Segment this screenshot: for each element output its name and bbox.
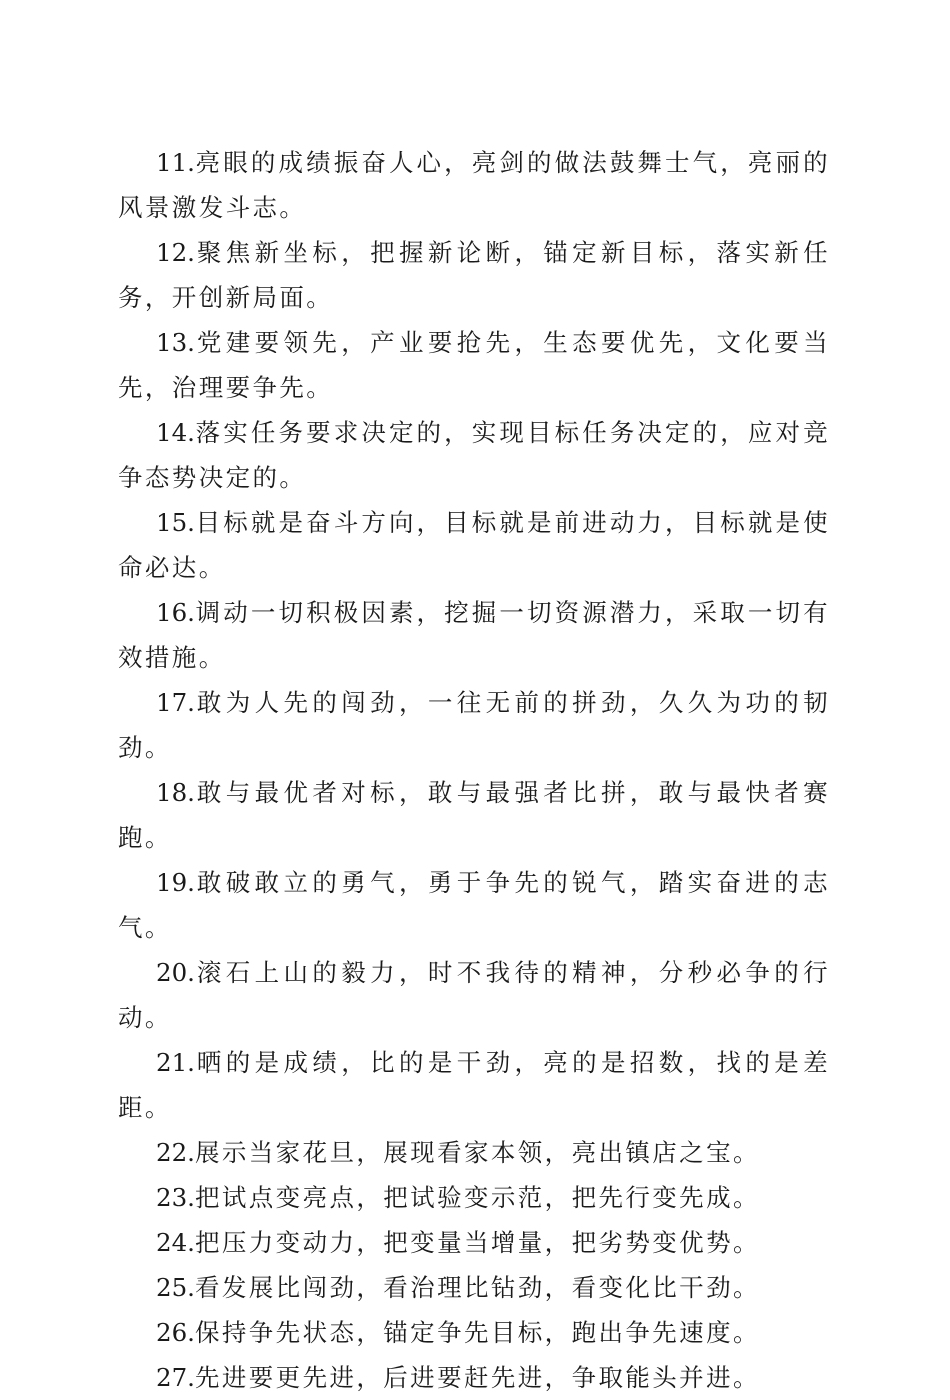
item-text: 目标就是奋斗方向，目标就是前进动力，目标就是使命必达。 bbox=[118, 508, 830, 582]
list-item bbox=[118, 500, 830, 590]
item-text: 落实任务要求决定的，实现目标任务决定的，应对竞争态势决定的。 bbox=[118, 418, 830, 492]
item-text: 调动一切积极因素，挖掘一切资源潜力，采取一切有效措施。 bbox=[118, 598, 830, 672]
item-text: 滚石上山的毅力，时不我待的精神，分秒必争的行动。 bbox=[118, 958, 830, 1032]
item-number: 14. bbox=[156, 418, 195, 447]
list-item bbox=[118, 1220, 830, 1265]
item-text: 看发展比闯劲，看治理比钻劲，看变化比干劲。 bbox=[194, 1273, 760, 1302]
item-number: 18. bbox=[156, 778, 195, 807]
item-number: 27. bbox=[156, 1363, 195, 1392]
item-number: 15. bbox=[156, 508, 195, 537]
list-item bbox=[118, 1130, 830, 1175]
item-number: 21. bbox=[156, 1048, 195, 1077]
item-text: 亮眼的成绩振奋人心，亮剑的做法鼓舞士气，亮丽的风景激发斗志。 bbox=[118, 148, 830, 222]
item-number: 20. bbox=[156, 958, 195, 987]
list-item bbox=[118, 770, 830, 860]
item-number: 24. bbox=[156, 1228, 195, 1257]
list-item bbox=[118, 230, 830, 320]
item-number: 25. bbox=[156, 1273, 195, 1302]
item-number: 16. bbox=[156, 598, 195, 627]
list-item bbox=[118, 410, 830, 500]
document-body bbox=[118, 140, 830, 1400]
list-item bbox=[118, 1310, 830, 1355]
list-item bbox=[118, 1175, 830, 1220]
list-item bbox=[118, 680, 830, 770]
list-item bbox=[118, 1040, 830, 1130]
item-text: 敢与最优者对标，敢与最强者比拼，敢与最快者赛跑。 bbox=[118, 778, 830, 852]
list-item bbox=[118, 320, 830, 410]
item-text: 党建要领先，产业要抢先，生态要优先，文化要当先，治理要争先。 bbox=[118, 328, 830, 402]
list-item bbox=[118, 590, 830, 680]
item-number: 23. bbox=[156, 1183, 195, 1212]
item-text: 晒的是成绩，比的是干劲，亮的是招数，找的是差距。 bbox=[118, 1048, 830, 1122]
item-number: 12. bbox=[156, 238, 195, 267]
list-item bbox=[118, 1355, 830, 1400]
item-number: 17. bbox=[156, 688, 195, 717]
item-text: 敢为人先的闯劲，一往无前的拼劲，久久为功的韧劲。 bbox=[118, 688, 830, 762]
item-text: 把试点变亮点，把试验变示范，把先行变先成。 bbox=[194, 1183, 760, 1212]
item-number: 13. bbox=[156, 328, 195, 357]
item-number: 26. bbox=[156, 1318, 195, 1347]
item-text: 把压力变动力，把变量当增量，把劣势变优势。 bbox=[194, 1228, 760, 1257]
item-text: 敢破敢立的勇气，勇于争先的锐气，踏实奋进的志气。 bbox=[118, 868, 830, 942]
item-number: 19. bbox=[156, 868, 195, 897]
item-number: 22. bbox=[156, 1138, 195, 1167]
item-text: 保持争先状态，锚定争先目标，跑出争先速度。 bbox=[194, 1318, 760, 1347]
item-number: 11. bbox=[156, 148, 195, 177]
list-item bbox=[118, 860, 830, 950]
item-text: 展示当家花旦，展现看家本领，亮出镇店之宝。 bbox=[194, 1138, 760, 1167]
list-item bbox=[118, 140, 830, 230]
item-text: 聚焦新坐标，把握新论断，锚定新目标，落实新任务，开创新局面。 bbox=[118, 238, 830, 312]
list-item bbox=[118, 1265, 830, 1310]
list-item bbox=[118, 950, 830, 1040]
item-text: 先进要更先进，后进要赶先进，争取能头并进。 bbox=[194, 1363, 760, 1392]
